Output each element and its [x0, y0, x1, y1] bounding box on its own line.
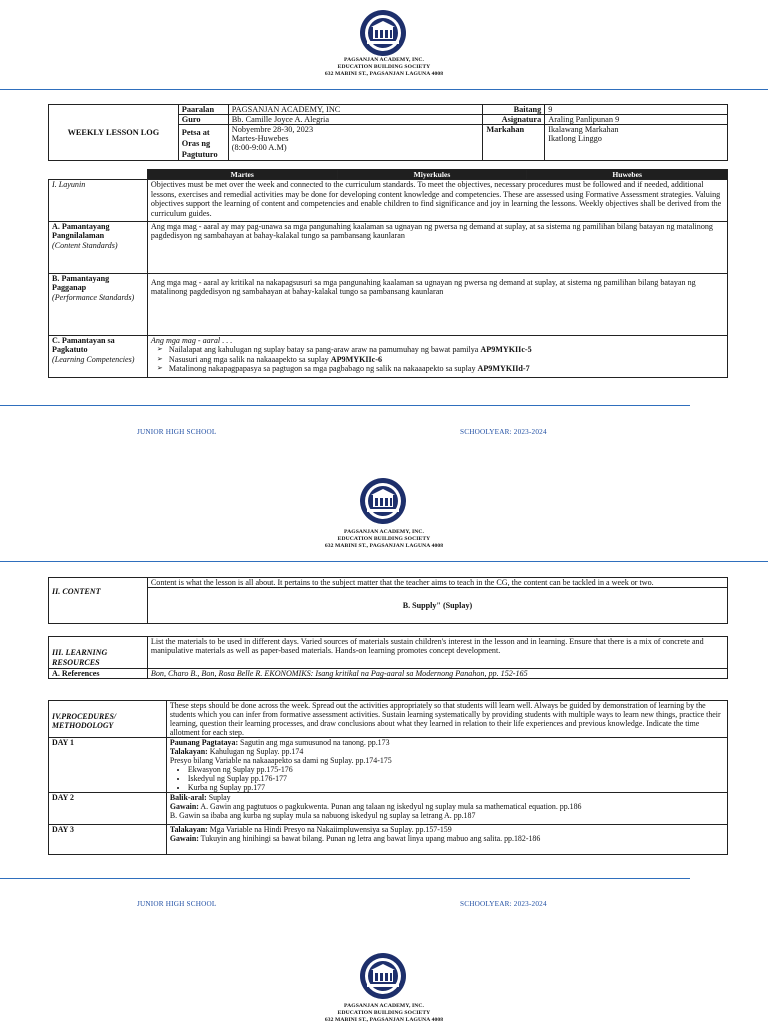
learning-competencies-sublabel: (Learning Competencies): [52, 354, 135, 364]
day-line: [170, 802, 724, 811]
markahan-line: Ikatlong Linggo: [548, 134, 602, 143]
footer-right: SCHOOLYEAR: 2023-2024: [460, 900, 547, 908]
learning-competencies-cell: [49, 336, 148, 378]
learning-resources-note: List the materials to be used in different days. Varied sources of materials sustain children's interest in the lesson and in learning. Ensure that there is a mix of concrete and manipulative materials as well as paper-based materials. Hands-on learning promotes concept development.: [147, 637, 727, 669]
day-line-text: Suplay: [206, 793, 231, 802]
content-table: [48, 577, 728, 624]
learning-resources-label: III. LEARNING RESOURCES: [49, 637, 148, 669]
day-line: [170, 825, 724, 834]
performance-standards-sublabel: (Performance Standards): [52, 292, 135, 302]
day-line: [170, 834, 724, 843]
markahan-value: [545, 125, 728, 161]
day-content: [166, 793, 727, 825]
learning-competencies-label: C. Pamantayan sa Pagkatuto: [52, 336, 115, 355]
references-label: A. References: [49, 669, 148, 679]
content-standards-cell: [49, 222, 148, 274]
school-society: EDUCATION BUILDING SOCIETY: [337, 1010, 431, 1016]
school-name: PAGSANJAN ACADEMY, INC.: [344, 57, 424, 63]
procedures-table: [48, 700, 728, 855]
footer-left: JUNIOR HIGH SCHOOL: [137, 428, 217, 436]
day-line-bold: Gawain:: [169, 834, 199, 843]
day-bullet: • Iskedyul ng Suplay pp.176-177: [188, 774, 724, 783]
procedures-note: These steps should be done across the week. Spread out the activities appropriately so that students will learn well. Always be guided by demonstration of learning by the students which you can infer from formative assessment activities. Sustain learning systematically by providing students with multiple ways to learn new things, practice their learning, question their learning processes, and draw conclusions about what they learned in relation to their life experiences and previous knowledge. Indicate the time allotment for each step.: [166, 701, 727, 738]
performance-standards-text: Ang mga mag - aaral ay kritikal na nakapagsusuri sa mga pangunahing kaalaman sa ugnayan ng pwersa ng demand at suplay, at sistema ng pamilihan bilang batayan ng matalinong pagdedisyon ng sambahayan at bahay-kalakal tungo sa pambansang kaunlaran: [147, 274, 727, 336]
footer-right: SCHOOLYEAR: 2023-2024: [460, 428, 547, 436]
objectives-table: [48, 169, 728, 378]
day-line-bold: Talakayan:: [169, 825, 208, 834]
markahan-line: Ikalawang Markahan: [548, 125, 619, 134]
content-standards-sublabel: (Content Standards): [52, 240, 118, 250]
references-value: Bon, Charo B., Bon, Rosa Belle R. EKONOMIKS: Isang kritikal na Pag-aaral sa Modernong Panahon, pp. 152-165: [147, 669, 727, 679]
header-rule: [0, 561, 768, 562]
competencies-intro: Ang mga mag - aaral . . .: [150, 336, 233, 345]
guro-label: Guro: [178, 115, 228, 125]
school-seal-icon: [353, 8, 413, 58]
performance-standards-cell: [49, 274, 148, 336]
petsa-value: [228, 125, 483, 161]
competency-code: AP9MYKIId-7: [477, 363, 530, 373]
school-name: PAGSANJAN ACADEMY, INC.: [344, 529, 424, 535]
lesson-log-title: WEEKLY LESSON LOG: [49, 105, 179, 161]
competencies-list: [151, 345, 724, 373]
day-line: [170, 747, 724, 756]
day-line-text: Sagutin ang mga sumusunod na tanong. pp.173: [238, 738, 390, 747]
asignatura-label: Asignatura: [483, 115, 545, 125]
day-content: [166, 825, 727, 855]
day-line: [170, 738, 724, 747]
day-line-text: A. Gawin ang pagtutuos o pagkukwenta. Punan ang talaan ng iskedyul ng suplay mula sa mathematical equation. pp.186: [198, 802, 582, 811]
day-line: [170, 811, 724, 820]
competency-text: Nailalapat ang kahulugan ng suplay batay sa pang-araw araw na pamumuhay ng bawat pamilya: [168, 345, 481, 355]
competency-text: Nasusuri ang mga salik na nakaaapekto sa suplay: [168, 354, 331, 364]
day-bullets: [170, 765, 724, 792]
day-bullet: • Kurba ng Suplay pp.177: [188, 783, 724, 792]
school-seal-icon: [353, 951, 413, 1001]
day-label: DAY 3: [49, 825, 167, 855]
learning-competencies-text: [147, 336, 727, 378]
baitang-value: 9: [545, 105, 728, 115]
school-address: 632 MABINI ST., PAGSANJAN LAGUNA 4008: [324, 71, 444, 77]
footer-rule: [0, 878, 690, 879]
competency-code: AP9MYKIIc-6: [330, 354, 382, 364]
content-standards-text: Ang mga mag - aaral ay may pag-unawa sa mga pangunahing kaalaman sa ugnayan ng pwersa ng demand at suplay, at sa sistema ng pamilihan bilang batayan ng matalinong pagdedisyon ng sambahayan at bahay-kalakal tungo sa pambansang kaunlaran: [147, 222, 727, 274]
day-line-text: Tukuyin ang hinihingi sa bawat bilang. Punan ng letra ang bawat linya upang mabuo ang salita. pp.182-186: [198, 834, 541, 843]
day-header-miyerkules: Miyerkules: [337, 170, 527, 180]
day-line-text: Presyo bilang Variable na nakaaapekto sa dami ng Suplay. pp.174-175: [169, 756, 392, 765]
petsa-line: Martes-Huwebes: [231, 134, 289, 143]
content-standards-label: A. Pamantayang Pangnilalaman: [52, 222, 110, 241]
guro-value: Bb. Camille Joyce A. Alegria: [228, 115, 483, 125]
competency-text: Matalinong nakapagpapasya sa pagtugon sa mga pagbabago ng salik na nakaaapekto sa suplay: [168, 363, 478, 373]
day-bullet: • Ekwasyon ng Suplay pp.175-176: [188, 765, 724, 774]
day-line-bold: Talakayan:: [169, 747, 208, 756]
day-line-text: Mga Variable na Hindi Presyo na Nakaiimpluwensiya sa Suplay. pp.157-159: [207, 825, 452, 834]
school-address: 632 MABINI ST., PAGSANJAN LAGUNA 4008: [324, 543, 444, 549]
footer-left: JUNIOR HIGH SCHOOL: [137, 900, 217, 908]
day-line: [170, 756, 724, 765]
day-line-bold: Paunang Pagtataya:: [169, 738, 239, 747]
day-line: [170, 793, 724, 802]
content-note: Content is what the lesson is all about. It pertains to the subject matter that the teacher aims to teach in the CG, the content can be tackled in a week or two.: [147, 578, 727, 588]
days-header-spacer: [49, 170, 148, 180]
competency-code: AP9MYKIIc-5: [480, 345, 532, 355]
school-name: PAGSANJAN ACADEMY, INC.: [344, 1003, 424, 1009]
school-society: EDUCATION BUILDING SOCIETY: [337, 64, 431, 70]
competency-item: [169, 355, 724, 364]
lesson-log-header-table: [48, 104, 728, 161]
petsa-line: (8:00-9:00 A.M): [231, 143, 287, 152]
day-label: DAY 2: [49, 793, 167, 825]
asignatura-value: Araling Panlipunan 9: [545, 115, 728, 125]
layunin-label: I. Layunin: [49, 180, 148, 222]
school-address: 632 MABINI ST., PAGSANJAN LAGUNA 4008: [324, 1017, 444, 1023]
performance-standards-label: B. Pamantayang Pagganap: [52, 274, 110, 293]
day-content: [166, 738, 727, 793]
day-header-huwebes: Huwebes: [527, 170, 728, 180]
day-line-text: Kahulugan ng Suplay. pp.174: [207, 747, 304, 756]
header-rule: [0, 89, 768, 90]
school-society: EDUCATION BUILDING SOCIETY: [337, 536, 431, 542]
petsa-line: Nobyembre 28-30, 2023: [231, 125, 314, 134]
layunin-content: Objectives must be met over the week and connected to the curriculum standards. To meet the objectives, necessary procedures must be followed and if needed, additional lessons, exercises and remedial activities may be done for developing content knowledge and competencies. These are assessed using Formative Assessment strategies. Valuing objectives support the learning of content and competencies and enable children to find significance and joy in learning the lessons. Weekly objectives shall be derived from the curriculum guides.: [147, 180, 727, 222]
competency-item: [169, 364, 724, 373]
content-topic: B. Supply" (Suplay): [147, 588, 727, 624]
content-label: II. CONTENT: [49, 578, 148, 624]
petsa-label: Petsa at Oras ng Pagtuturo: [178, 125, 228, 161]
day-line-text: B. Gawin sa ibaba ang kurba ng suplay mula sa nabuong iskedyul ng suplay sa letrang A. pp.187: [169, 811, 476, 820]
school-seal-icon: [353, 476, 413, 526]
day-line-bold: Balik-aral:: [169, 793, 207, 802]
competency-item: [169, 345, 724, 354]
day-line-bold: Gawain:: [169, 802, 199, 811]
paaralan-value: PAGSANJAN ACADEMY, INC: [228, 105, 483, 115]
day-label: DAY 1: [49, 738, 167, 793]
procedures-label: IV.PROCEDURES/ METHODOLOGY: [49, 701, 167, 738]
day-header-martes: Martes: [147, 170, 337, 180]
footer-rule: [0, 405, 690, 406]
learning-resources-table: [48, 636, 728, 679]
paaralan-label: Paaralan: [178, 105, 228, 115]
baitang-label: Baitang: [483, 105, 545, 115]
markahan-label: Markahan: [483, 125, 545, 161]
